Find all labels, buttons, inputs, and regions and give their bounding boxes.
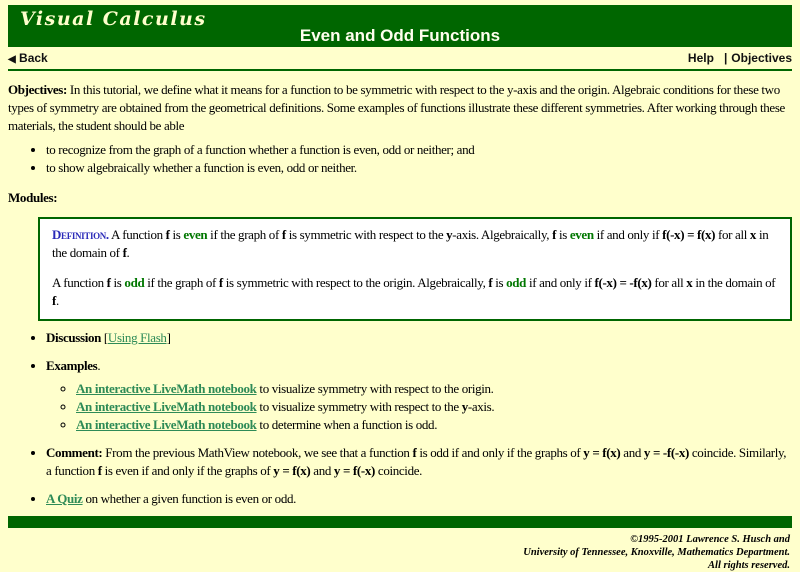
text-run: f(-x) = -f(x) [594, 275, 652, 290]
text-run: [ [101, 330, 108, 345]
text-run: -axis. [467, 399, 495, 414]
footer-bar [8, 516, 792, 528]
text-run: is symmetric with respect to the [285, 227, 447, 242]
text-run: for all [651, 275, 687, 290]
text-run: to determine when a function is odd. [256, 417, 438, 432]
text-run: A function [52, 275, 107, 290]
back-label: Back [19, 51, 48, 65]
text-run: for all [715, 227, 750, 242]
text-run: -axis. Algebraically, [452, 227, 553, 242]
text-run: From the previous MathView notebook, we see that a function [102, 445, 413, 460]
text-run: is [556, 227, 570, 242]
text-run: y [461, 399, 468, 414]
text-run: and [310, 463, 334, 478]
text-run: . [126, 245, 130, 260]
text-run: even [569, 227, 594, 242]
livemath-notebook-link-origin[interactable]: An interactive LiveMath notebook [76, 381, 257, 396]
text-run: to visualize symmetry with respect to the origin. [256, 381, 494, 396]
text-run: y [446, 227, 453, 242]
copyright-line: ©1995-2001 Lawrence S. Husch and [630, 534, 790, 545]
definition-box [38, 217, 792, 321]
goals-list [8, 141, 792, 177]
back-arrow-icon: ◀ [8, 54, 16, 65]
goal-item: • to recognize from the graph of a function whether a function is even, odd or neither; and [46, 141, 792, 159]
livemath-notebook-link-yaxis[interactable]: An interactive LiveMath notebook [76, 399, 257, 414]
text-run: ] [166, 330, 171, 345]
discussion-item [46, 329, 792, 347]
livemath-item [76, 416, 792, 434]
text-run: is [492, 275, 507, 290]
text-run: x [749, 227, 757, 242]
text-run: f [165, 227, 170, 242]
using-flash-link[interactable]: Using Flash [107, 330, 167, 345]
help-link[interactable]: Help [687, 51, 714, 65]
main-content [8, 81, 792, 508]
nav-row [8, 47, 792, 69]
examples-item [46, 357, 792, 434]
objectives-link[interactable]: Objectives [731, 51, 792, 65]
divider-rule [8, 69, 792, 71]
text-run: f [552, 227, 557, 242]
text-run: if the graph of [207, 227, 282, 242]
text-run: coincide. Similarly, a function [46, 445, 787, 478]
page-title: Even and Odd Functions [299, 26, 501, 45]
text-run: A function [108, 227, 166, 242]
examples-label [46, 358, 100, 373]
text-run: even [183, 227, 208, 242]
text-run: coincide. [375, 463, 423, 478]
text-run: Discussion [46, 330, 102, 345]
objectives-paragraph [8, 81, 792, 135]
text-run: if the graph of [144, 275, 219, 290]
copyright-line: All rights reserved. [708, 560, 790, 571]
text-run: f [52, 293, 56, 308]
text-run: f [412, 445, 417, 460]
text-run: y = f(x) [583, 445, 621, 460]
text-run: Objectives: [8, 82, 67, 97]
text-run: In this tutorial, we define what it means for a function to be symmetric with respect to the y-axis and the origin. Algebraic conditions for these two types of symmetry are obtained from the geometrical definitions. Some examples of functions illustrate these different symmetries. After working through these materials, the student should be able [8, 82, 785, 133]
text-run: if and only if [593, 227, 663, 242]
text-run: odd [124, 275, 145, 290]
text-run: Definition. [52, 227, 109, 242]
text-run: . [97, 358, 101, 373]
text-run: f [106, 275, 111, 290]
site-logo[interactable]: Visual Calculus [20, 8, 207, 30]
comment-item [46, 444, 792, 480]
text-run: f [97, 463, 102, 478]
text-run: to visualize symmetry with respect to the [256, 399, 462, 414]
text-run: . [55, 293, 59, 308]
quiz-link[interactable]: A Quiz [46, 491, 83, 506]
text-run: Examples [46, 358, 98, 373]
text-run: f [122, 245, 127, 260]
livemath-item [76, 380, 792, 398]
text-run: x [686, 275, 693, 290]
text-run: is [110, 275, 125, 290]
examples-sublist [46, 380, 792, 434]
text-run: is [169, 227, 184, 242]
text-run: on whether a given function is even or odd. [82, 491, 297, 506]
livemath-item [76, 398, 792, 416]
text-run: y = f(x) [273, 463, 311, 478]
text-run: odd [506, 275, 527, 290]
text-run: f [488, 275, 493, 290]
quiz-item [46, 490, 792, 508]
modules-heading: Modules: [8, 190, 58, 205]
nav-separator: | [723, 51, 728, 65]
text-run: is symmetric with respect to the origin. Algebraically, [222, 275, 489, 290]
nav-right [688, 51, 792, 65]
text-run: y = -f(-x) [643, 445, 689, 460]
livemath-notebook-link-odd[interactable]: An interactive LiveMath notebook [76, 417, 257, 432]
copyright [8, 533, 792, 572]
text-run: Comment: [46, 445, 103, 460]
text-run: is even if and only if the graphs of [101, 463, 274, 478]
text-run: y = f(-x) [333, 463, 375, 478]
text-run: f [218, 275, 223, 290]
definition-even-paragraph [52, 226, 778, 262]
text-run: f [281, 227, 286, 242]
goal-item: • to show algebraically whether a function is even, odd or neither. [46, 159, 792, 177]
text-run: in the domain of [52, 227, 769, 260]
text-run: f(-x) = f(x) [662, 227, 716, 242]
header-bar [8, 5, 792, 47]
back-link[interactable] [8, 51, 48, 65]
text-run: and [620, 445, 644, 460]
text-run: is odd if and only if the graphs of [416, 445, 584, 460]
copyright-line: University of Tennessee, Knoxville, Mathematics Department. [523, 547, 790, 558]
definition-odd-paragraph [52, 274, 778, 310]
page [0, 5, 800, 572]
text-run: in the domain of [692, 275, 776, 290]
text-run: if and only if [526, 275, 595, 290]
modules-list [8, 329, 792, 508]
